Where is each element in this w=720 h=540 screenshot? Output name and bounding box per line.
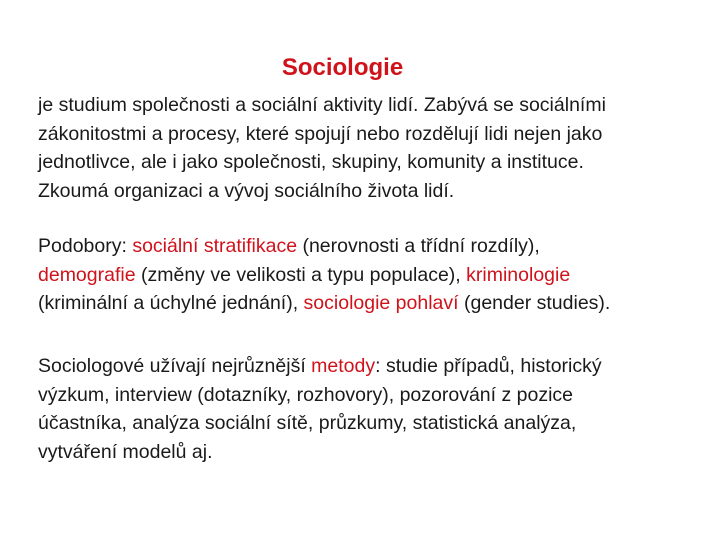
- text-run: Zkoumá organizaci a vývoj sociálního života lidí.: [38, 179, 455, 202]
- text-run: (změny ve velikosti a typu populace),: [135, 263, 467, 286]
- text-run: účastníka, analýza sociální sítě, průzkumy, statistická analýza,: [38, 412, 577, 434]
- text-line: [38, 381, 688, 410]
- subfields-paragraph: [38, 232, 688, 318]
- text-run: výzkum, interview (dotazníky, rozhovory), pozorování z pozice: [38, 383, 574, 406]
- text-run: (nerovnosti a třídní rozdíly),: [297, 235, 540, 257]
- text-line: [38, 352, 688, 381]
- highlighted-term: metody: [311, 355, 376, 377]
- text-run: Sociologové užívají nejrůznější: [38, 355, 312, 377]
- text-run: jednotlivce, ale i jako společnosti, skupiny, komunity a instituce.: [38, 151, 584, 173]
- slide-title: Sociologie: [281, 54, 404, 81]
- text-line: [38, 261, 688, 290]
- text-run: vytváření modelů aj.: [38, 440, 213, 463]
- text-line: [38, 148, 688, 177]
- text-line: [38, 409, 688, 438]
- text-line: [38, 120, 688, 149]
- text-run: (kriminální a úchylné jednání),: [38, 292, 304, 314]
- text-line: [38, 232, 688, 261]
- text-line: [38, 91, 688, 120]
- highlighted-term: sociologie pohlaví: [303, 292, 459, 314]
- text-run: Podobory:: [38, 235, 133, 257]
- text-run: : studie případů, historický: [375, 355, 602, 377]
- text-run: (gender studies).: [458, 292, 611, 314]
- text-line: [38, 438, 688, 467]
- text-line: [38, 289, 688, 318]
- highlighted-term: sociální stratifikace: [132, 235, 298, 257]
- highlighted-term: demografie: [38, 263, 136, 286]
- text-line: [38, 177, 688, 206]
- definition-paragraph: [38, 91, 688, 205]
- text-run: zákonitostmi a procesy, které spojují nebo rozdělují lidi nejen jako: [38, 122, 603, 145]
- text-run: je studium společnosti a sociální aktivity lidí. Zabývá se sociálními: [38, 94, 606, 116]
- methods-paragraph: [38, 352, 688, 466]
- highlighted-term: kriminologie: [466, 263, 571, 286]
